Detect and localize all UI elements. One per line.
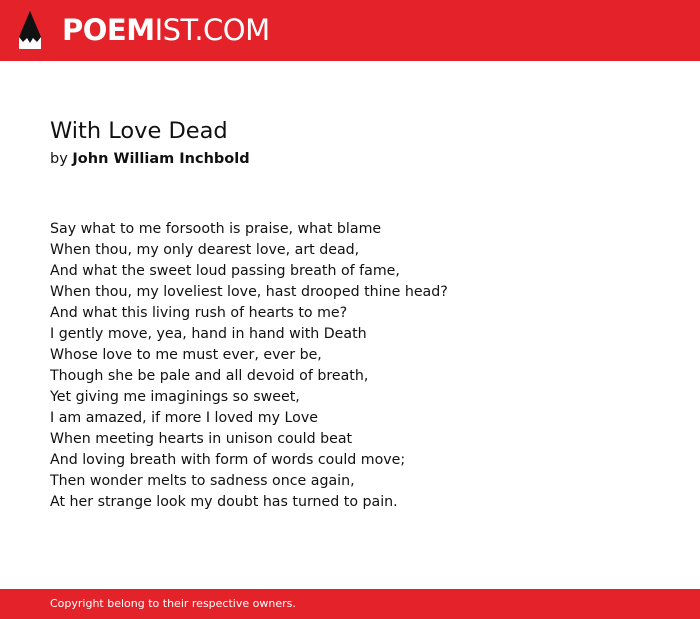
by-prefix: by bbox=[50, 151, 68, 167]
poem-body bbox=[50, 219, 650, 513]
poem-line: And what the sweet loud passing breath of fame, bbox=[50, 263, 400, 279]
copyright-text: Copyright belong to their respective owners. bbox=[50, 597, 296, 610]
poem-title: With Love Dead bbox=[50, 118, 228, 144]
poem-line: And what this living rush of hearts to me? bbox=[50, 305, 348, 321]
logo-bold-text: POEM bbox=[62, 13, 155, 47]
site-logo[interactable] bbox=[62, 11, 270, 49]
poem-line: At her strange look my doubt has turned to pain. bbox=[50, 494, 398, 510]
poem-line: I am amazed, if more I loved my Love bbox=[50, 410, 318, 426]
poem-line: Say what to me forsooth is praise, what blame bbox=[50, 221, 382, 237]
poem-line: Then wonder melts to sadness once again, bbox=[50, 473, 355, 489]
poem-line: Whose love to me must ever, ever be, bbox=[50, 347, 322, 363]
pencil-tip-icon[interactable] bbox=[18, 10, 42, 50]
poem-line: And loving breath with form of words could move; bbox=[50, 452, 406, 468]
site-header bbox=[0, 0, 700, 61]
site-footer bbox=[0, 589, 700, 619]
logo-light-text: IST.COM bbox=[154, 13, 270, 47]
poem-line: I gently move, yea, hand in hand with Death bbox=[50, 326, 367, 342]
poem-line: When thou, my only dearest love, art dead, bbox=[50, 242, 360, 258]
poem-line: Yet giving me imaginings so sweet, bbox=[50, 389, 300, 405]
poem-line: Though she be pale and all devoid of breath, bbox=[50, 368, 369, 384]
author-name: John William Inchbold bbox=[72, 151, 250, 167]
byline bbox=[50, 149, 250, 169]
poem-line: When thou, my loveliest love, hast drooped thine head? bbox=[50, 284, 448, 300]
poem-line: When meeting hearts in unison could beat bbox=[50, 431, 353, 447]
